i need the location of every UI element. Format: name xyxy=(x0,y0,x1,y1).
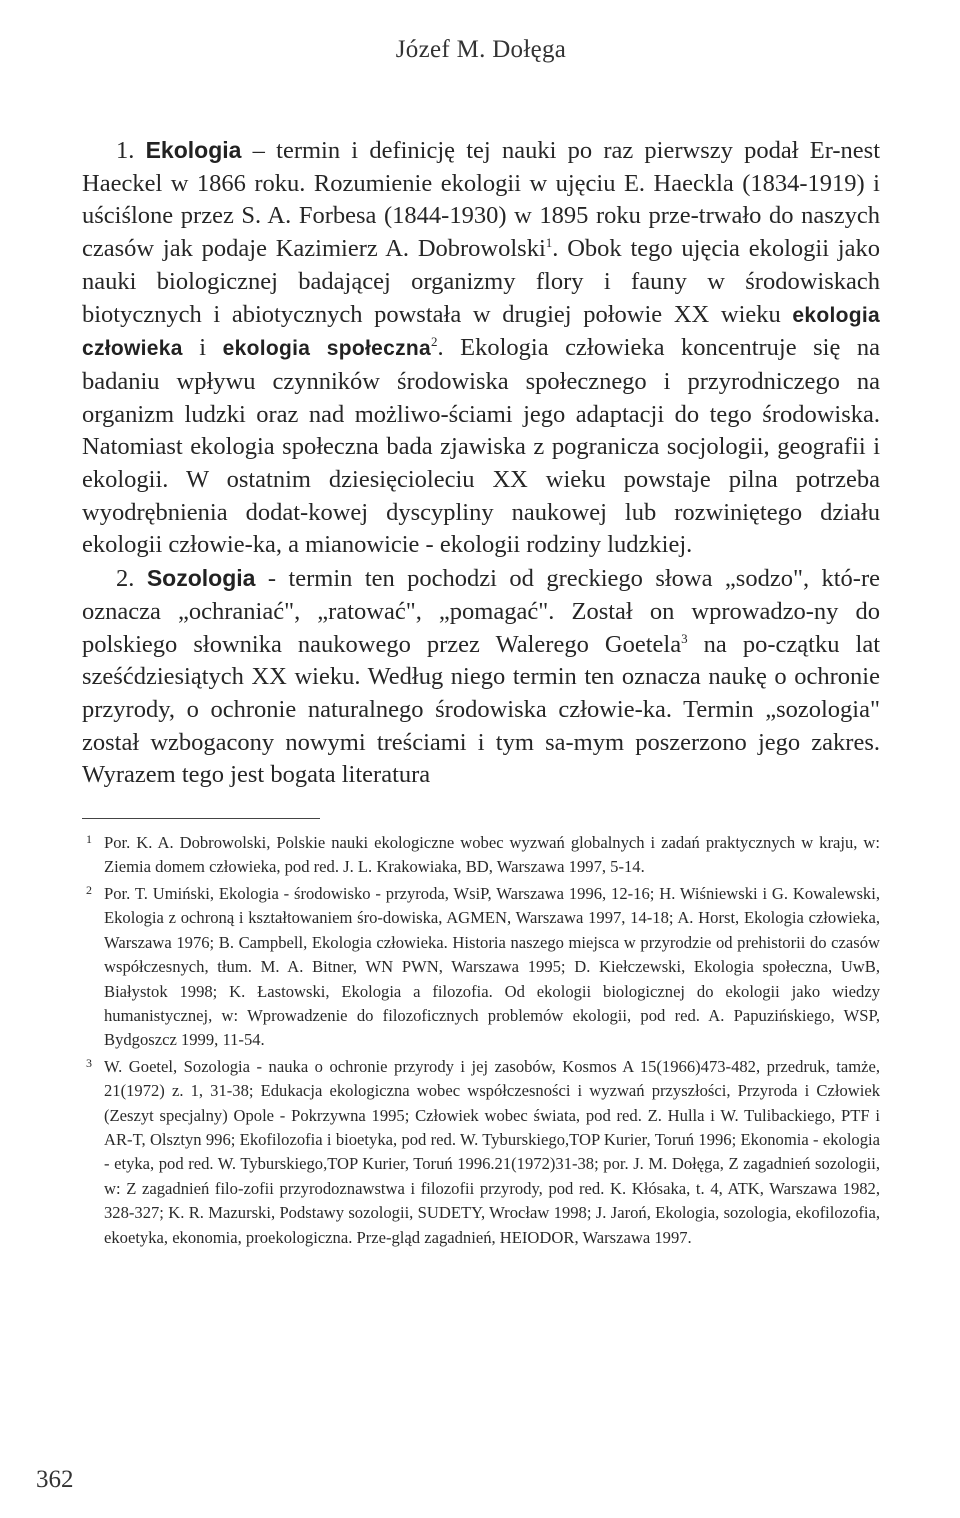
paragraph-text: . Ekologia człowieka koncentruje się na badaniu wpływu czynników środowiska społecznego i przyrodniczego na organizm ludzki oraz nad możliwo-ściami jego adaptacji do tego środowiska. Natomiast ekologia społeczna bada zjawiska z pogranicza socjologii, geografii i ekologii. W ostatnim dziesięcioleciu XX wieku powstaje pilna potrzeba wyodrębnienia dodat-kowej dyscypliny naukowej lub rozwiniętego działu ekologii człowie-ka, a mianowicie - ekologii rodziny ludzkiej. xyxy=(82,334,881,559)
paragraph-number: 2. xyxy=(116,565,147,593)
footnote-text: Por. K. A. Dobrowolski, Polskie nauki ekologiczne wobec wyzwań globalnych i zadań praktycznych w kraju, w: Ziemia domem człowieka, pod red. J. L. Krakowiaka, BD, Warszawa 1997, 5-14. xyxy=(104,833,880,877)
footnotes xyxy=(82,831,880,1250)
paragraph-text: na po-czątku lat sześćdziesiątych XX wieku. Według niego termin ten oznacza naukę o ochronie przyrody, o ochronie naturalnego środowiska człowie-ka. Termin „sozologia" został wzbogacony nowymi treściami i tym sa-mym poszerzono jego zakres. Wyrazem tego jest bogata literatura xyxy=(82,630,881,789)
document-page xyxy=(82,22,880,1252)
footnote-1 xyxy=(82,831,880,880)
footnote-3 xyxy=(82,1055,880,1250)
paragraph-1 xyxy=(82,134,880,562)
footnote-2 xyxy=(82,882,880,1053)
paragraph-text: i xyxy=(182,334,223,362)
footnote-text: Por. T. Umiński, Ekologia - środowisko - przyroda, WsiP, Warszawa 1996, 12-16; H. Wiśniewski i G. Kowalewski, Ekologia z ochroną i kształtowaniem śro-dowiska, AGMEN, Warszawa 1997, 14-18; A. Horst, Ekologia człowieka, Warszawa 1976; B. Campbell, Ekologia człowieka. Historia naszego miejsca w przyrodzie od prehistorii do czasów współczesnych, tłum. M. A. Bitner, WN PWN, Warszawa 1995; D. Kiełczewski, Ekologia społeczna, UwB, Białystok 1998; K. Łastowski, Ekologia a filozofia. Od ekologii biologicznej do ekologii jako wiedzy humanistycznej, w: Wprowadzenie do filozoficznych problemów ekologii, pod red. A. Papuzińskiego, WSP, Bydgoszcz 1999, 11-54. xyxy=(104,883,880,1050)
paragraph-text: – termin i definicję tej nauki po raz pierwszy podał Er-nest Haeckel w 1866 roku. Rozumienie ekologii w ujęciu E. Haeckla (1834-1919) i uściślone przez S. A. Forbesa (1844-1930) w 1895 roku prze-trwało do naszych czasów jak podaje Kazimierz A. Dobrowolski xyxy=(82,137,881,263)
footnote-ref-2[interactable]: 2 xyxy=(431,334,438,350)
main-text xyxy=(82,134,880,792)
footnote-ref-1[interactable]: 1 xyxy=(545,234,553,250)
term-ekologia: Ekologia xyxy=(145,137,242,163)
footnote-text: W. Goetel, Sozologia - nauka o ochronie przyrody i jej zasobów, Kosmos A 15(1966)473-482, przedruk, tamże, 21(1972) z. 1, 31-38; Edukacja ekologiczna wobec współczesności i wyzwań przyszłości, Przyroda i Człowiek (Zeszyt specjalny) Opole - Pokrzywna 1995; Człowiek wobec świata, pod red. Z. Hulla i W. Tulibackiego, PTF i AR-T, Olsztyn 996; Ekofilozofia i bioetyka, pod red. W. Tyburskiego,TOP Kurier, Toruń 1996; Ekonomia - ekologia - etyka, pod red. W. Tyburskiego,TOP Kurier, Toruń 1996.21(1972)31-38; por. J. M. Dołęga, Z zagadnień sozologii, w: Z zagadnień filo-zofii przyrodoznawstwa i filozofii przyrody, pod red. K. Kłósaka, t. 4, ATK, Warszawa 1982, 328-327; K. R. Mazurski, Podstawy sozologii, SUDETY, Wrocław 1998; J. Jaroń, Ekologia, sozologia, ekofilozofia, ekoetyka, ekonomia, proekologiczna. Prze-gląd zagadnień, HEIODOR, Warszawa 1997. xyxy=(104,1056,880,1247)
page-number: 362 xyxy=(36,1466,74,1493)
footnote-ref-3[interactable]: 3 xyxy=(681,630,688,646)
paragraph-number: 1. xyxy=(116,137,146,164)
running-head: Józef M. Dołęga xyxy=(395,36,567,63)
footnote-mark: 3 xyxy=(86,1055,92,1070)
footnote-mark: 1 xyxy=(86,832,92,847)
term-ekologia-spoleczna: ekologia społeczna xyxy=(222,337,431,361)
term-ekologia-czlowieka: ekologia człowieka xyxy=(82,303,880,361)
footnote-separator xyxy=(82,818,320,819)
paragraph-text: - termin ten pochodzi od greckiego słowa „sodzo", któ-re oznacza „ochraniać", „ratować", „pomagać". Został on wprowadzo-ny do polskiego słownika naukowego przez Walerego Goetela xyxy=(82,565,881,658)
footnote-mark: 2 xyxy=(86,882,92,897)
term-sozologia: Sozologia xyxy=(146,565,256,592)
paragraph-text: . Obok tego ujęcia ekologii jako nauki biologicznej badającej organizmy flory i fauny w środowiskach biotycznych i abiotycznych powstała w drugiej połowie XX wieku xyxy=(82,235,880,328)
paragraph-2 xyxy=(82,562,880,792)
